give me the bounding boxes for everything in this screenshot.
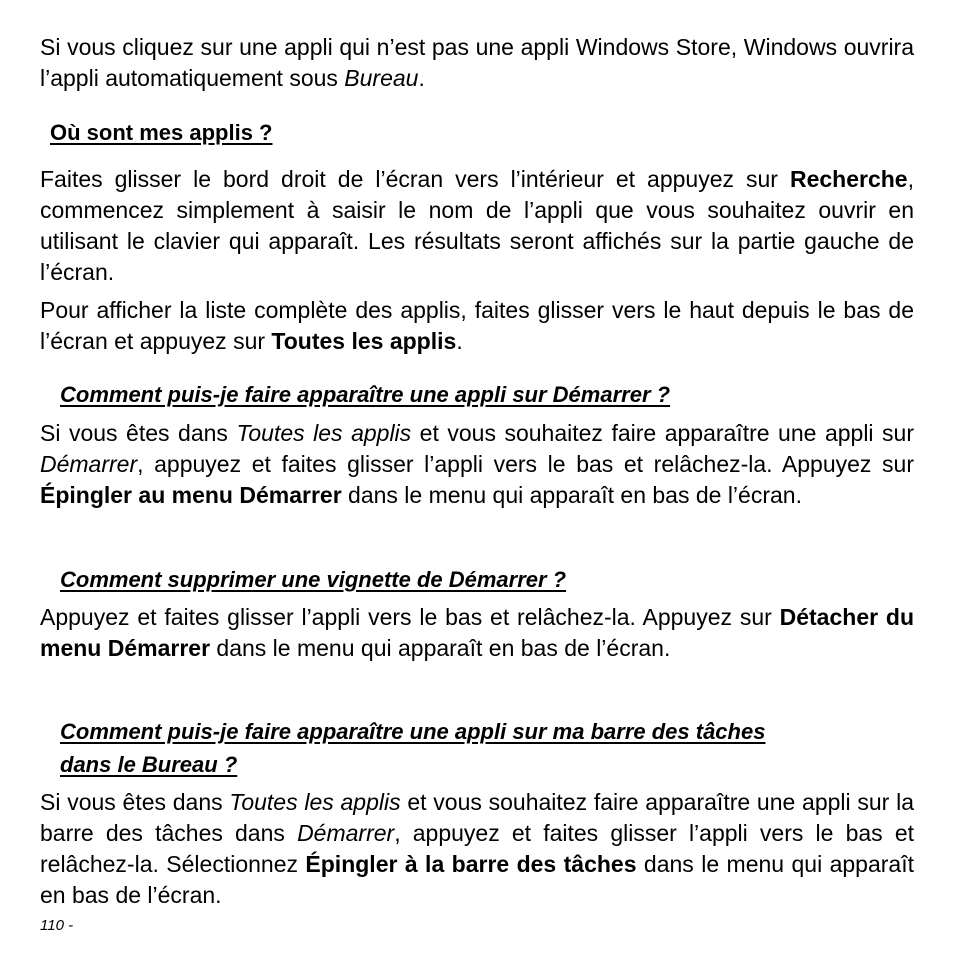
q1-text-4: dans le menu qui apparaît en bas de l’écran. [341,482,802,508]
q3-italic-2: Démarrer [297,820,395,846]
question-2-answer [40,602,914,664]
section-p1-bold: Recherche [789,166,908,192]
intro-text-end: . [418,65,425,91]
section-paragraph-1 [40,164,914,288]
section-p1-text: Faites glisser le bord droit de l’écran vers l’intérieur et appuyez sur [40,166,790,192]
section-heading: Où sont mes applis ? [50,120,273,145]
q1-text-3: , appuyez et faites glisser l’appli vers le bas et relâchez-la. Appuyez sur [137,451,914,477]
q3-text-3: , appuyez et faites glisser l’appli vers le bas et relâchez-la. Sélectionnez [40,820,915,877]
question-3-heading-line-2: dans le Bureau ? [60,752,238,777]
question-1-answer [40,418,914,511]
section-p2-text-end: . [456,328,463,354]
intro-paragraph [40,32,914,94]
question-2-heading: Comment supprimer une vignette de Démarrer ? [60,567,567,592]
q2-text-2: dans le menu qui apparaît en bas de l’écran. [210,635,671,661]
q3-text-2: et vous souhaitez faire apparaître une appli sur la barre des tâches dans [40,789,914,846]
q2-text-1: Appuyez et faites glisser l’appli vers le bas et relâchez-la. Appuyez sur [40,604,780,630]
section-p2-bold: Toutes les applis [271,328,457,354]
section-paragraph-2 [40,295,914,357]
intro-text: Si vous cliquez sur une appli qui n’est pas une appli Windows Store, Windows ouvrira l’appli automatiquement sous [40,34,914,91]
section-p2-text: Pour afficher la liste complète des applis, faites glisser vers le haut depuis le bas de l’écran et appuyez sur [40,297,914,354]
section-p1-text-end: , commencez simplement à saisir le nom de l’appli que vous souhaitez ouvrir en utilisant le clavier qui apparaît. Les résultats seront affichés sur la partie gauche de l’écran. [40,166,914,285]
q3-text-4: dans le menu qui apparaît en bas de l’écran. [40,851,914,908]
page-number: 110 - [40,917,74,934]
q1-text-2: et vous souhaitez faire apparaître une appli sur [411,420,914,446]
q1-italic-2: Démarrer [40,451,138,477]
q1-text-1: Si vous êtes dans [40,420,237,446]
question-3-answer [40,787,914,911]
q1-italic-1: Toutes les applis [236,420,412,446]
question-1-heading: Comment puis-je faire apparaître une appli sur Démarrer ? [60,382,671,407]
q3-italic-1: Toutes les applis [229,789,401,815]
q2-bold: Détacher du menu Démarrer [40,604,914,661]
q3-bold: Épingler à la barre des tâches [305,851,637,877]
q1-bold: Épingler au menu Démarrer [40,482,342,508]
intro-italic: Bureau [344,65,419,91]
question-3-heading-line-1: Comment puis-je faire apparaître une appli sur ma barre des tâches [60,719,766,744]
q3-text-1: Si vous êtes dans [40,789,230,815]
